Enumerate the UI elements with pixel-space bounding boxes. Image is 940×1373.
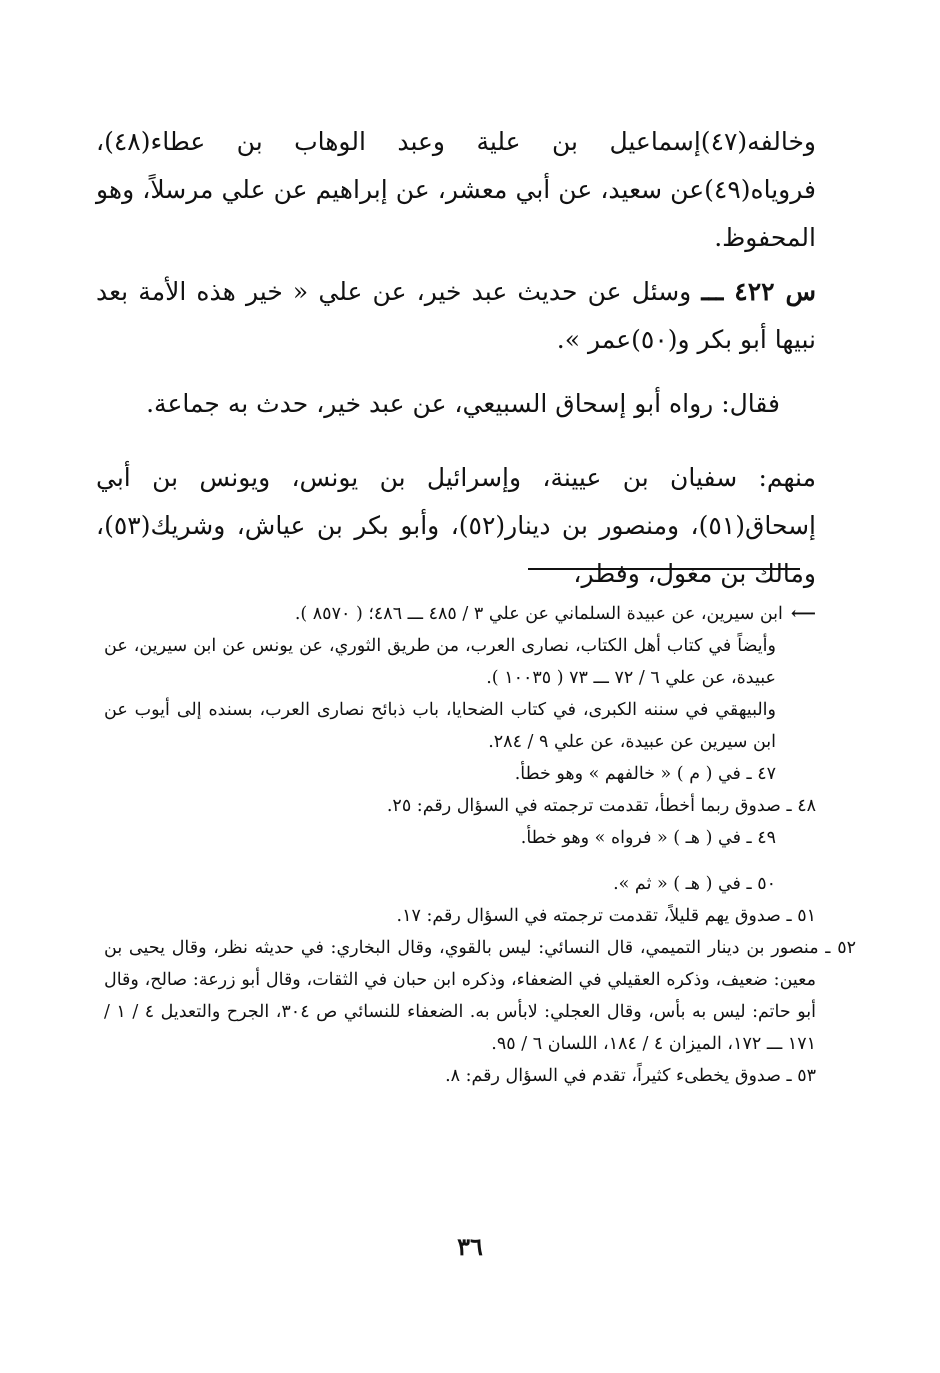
narrators-paragraph: منهم: سفيان بن عيينة، وإسرائيل بن يونس، ويونس بن أبي إسحاق(٥١)، ومنصور بن دينار(٥٢)، وأبو بكر بن عياش، وشريك(٥٣)، ومالك بن مغول، وفطر، [96,463,816,588]
question-text: وسئل عن حديث عبد خير، عن علي « خير هذه الأمة بعد نبيها أبو بكر و(٥٠)عمر ». [96,277,816,354]
question-paragraph [96,268,816,364]
footnote-continuation-2: وأيضاً في كتاب أهل الكتاب، نصارى العرب، من طريق الثوري، عن يونس عن ابن سيرين، عن عبيدة، عن علي ٦ / ٧٢ ـــ ٧٣ ( ١٠٠٣٥ ). [104,636,776,688]
answer-paragraph: فقال: رواه أبو إسحاق السبيعي، عن عبد خير، حدث به جماعة. [146,389,780,418]
footnote-53: ٥٣ ـ صدوق يخطىء كثيراً، تقدم في السؤال رقم: ٨. [445,1066,816,1086]
paragraph-1: وخالفه(٤٧)إسماعيل بن علية وعبد الوهاب بن عطاء(٤٨)، فروياه(٤٩)عن سعيد، عن أبي معشر، عن إبراهيم عن علي مرسلاً، وهو المحفوظ. [96,127,816,252]
footnote-48: ٤٨ ـ صدوق ربما أخطأ، تقدمت ترجمته في السؤال رقم: ٢٥. [386,796,816,816]
footnote-52: ٥٢ ـ منصور بن دينار التميمي، قال النسائي: ليس بالقوي، وقال البخاري: في حديثه نظر، وقال يحيى بن معين: ضعيف، وذكره العقيلي في الضعفاء، وذكره ابن حبان في الثقات، وقال أبو زرعة: صالح، وقال أبو حاتم: ليس به بأس، وقال العجلي: لابأس به. الضعفاء للنسائي ص ٣٠٤، الجرح والتعديل ٤ / ١ / ١٧١ ـــ ١٧٢، الميزان ٤ / ١٨٤، اللسان ٦ / ٩٥. [104,938,856,1054]
footnote-49: ٤٩ ـ في ( هـ ) « فرواه » وهو خطأ. [520,828,776,848]
arrow-left-icon: ⟵ [790,604,816,624]
footnote-divider [528,568,800,570]
footnote-47: ٤٧ ـ في ( م ) « خالفهم » وهو خطأ. [514,764,776,784]
footnote-50: ٥٠ ـ في ( هـ ) « ثم ». [613,874,776,894]
footnotes [104,598,856,1092]
footnote-continuation-1: ⟵ابن سيرين، عن عبيدة السلماني عن علي ٣ / ٤٨٥ ـــ ٤٨٦؛ ( ٨٥٧٠ ). [104,598,816,630]
footnote-continuation-3: والبيهقي في سننه الكبرى، في كتاب الضحايا، باب ذبائح نصارى العرب، بسنده إلى أيوب عن ابن سيرين عن عبيدة، عن علي ٩ / ٢٨٤. [104,700,776,752]
footnote-51: ٥١ ـ صدوق يهم قليلاً، تقدمت ترجمته في السؤال رقم: ١٧. [396,906,816,926]
page-number: ٣٦ [457,1232,483,1261]
question-label: س ٤٢٢ ـــ [701,277,816,306]
